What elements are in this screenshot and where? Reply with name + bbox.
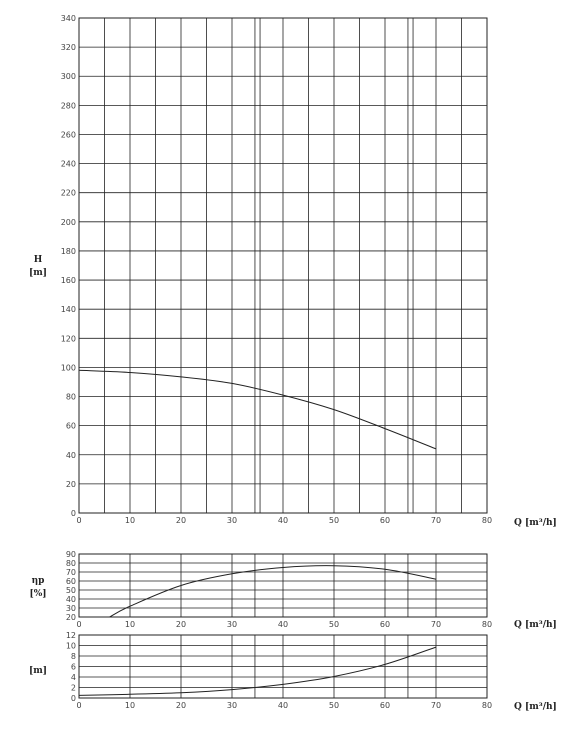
x-tick-label: 60 [379,620,391,629]
y-tick-label: 280 [60,101,76,111]
y-tick-label: 12 [65,631,76,640]
y-tick-label: 30 [65,604,76,613]
y-axis-unit: [m] [28,666,48,676]
x-tick-label: 70 [430,620,442,629]
x-tick-label: 30 [226,620,238,629]
y-tick-label: 80 [65,559,76,568]
y-tick-label: 140 [60,305,76,315]
y-axis-label: ηp [31,576,45,586]
x-tick-label: 40 [277,701,289,710]
series-line [79,370,436,449]
x-tick-label: 50 [328,701,340,710]
x-tick-label: 70 [430,701,442,710]
series-line [79,647,436,695]
y-tick-label: 10 [65,641,76,651]
y-tick-label: 0 [70,509,76,518]
y-tick-label: 0 [70,694,76,703]
y-axis-label: H [33,255,43,265]
y-tick-label: 60 [65,577,76,586]
y-tick-label: 2 [70,683,76,693]
x-axis-label: Q [m³/h] [514,620,557,630]
y-tick-label: 180 [60,246,76,256]
x-tick-label: 0 [76,516,82,525]
y-tick-label: 90 [65,550,76,559]
y-tick-label: 20 [65,479,76,489]
x-tick-label: 80 [481,516,493,525]
x-tick-label: 10 [124,516,136,525]
y-tick-label: 40 [65,595,76,604]
x-tick-label: 10 [124,620,136,629]
x-tick-label: 70 [430,516,442,525]
x-tick-label: 20 [175,516,187,525]
x-axis-label: Q [m³/h] [514,518,557,528]
y-tick-label: 240 [60,159,76,169]
y-tick-label: 260 [60,130,76,140]
y-tick-label: 8 [70,652,76,661]
y-tick-label: 200 [60,217,76,227]
y-axis-unit: [m] [28,268,48,278]
y-tick-label: 120 [60,334,76,344]
x-tick-label: 60 [379,516,391,525]
x-tick-label: 20 [175,620,187,629]
x-tick-label: 80 [481,620,493,629]
x-tick-label: 30 [226,701,238,710]
x-axis-label: Q [m³/h] [514,702,557,712]
y-tick-label: 50 [65,586,76,595]
x-tick-label: 20 [175,701,187,710]
y-axis-unit: [%] [29,589,47,599]
y-tick-label: 4 [70,673,76,682]
x-tick-label: 10 [124,701,136,710]
y-tick-label: 340 [60,14,76,23]
y-tick-label: 300 [60,72,76,82]
x-tick-label: 0 [76,620,82,629]
y-tick-label: 40 [65,450,76,460]
y-tick-label: 220 [60,188,76,198]
y-tick-label: 100 [60,363,76,373]
y-tick-label: 160 [60,276,76,286]
series-line [110,566,436,617]
x-tick-label: 40 [277,516,289,525]
x-tick-label: 60 [379,701,391,710]
y-tick-label: 70 [65,568,76,577]
x-tick-label: 0 [76,701,82,710]
x-tick-label: 50 [328,620,340,629]
y-tick-label: 6 [70,662,76,672]
y-tick-label: 320 [60,43,76,53]
x-tick-label: 50 [328,516,340,525]
x-tick-label: 30 [226,516,238,525]
x-tick-label: 40 [277,620,289,629]
y-tick-label: 60 [65,421,76,431]
y-tick-label: 20 [65,613,76,622]
y-tick-label: 80 [65,392,76,402]
x-tick-label: 80 [481,701,493,710]
